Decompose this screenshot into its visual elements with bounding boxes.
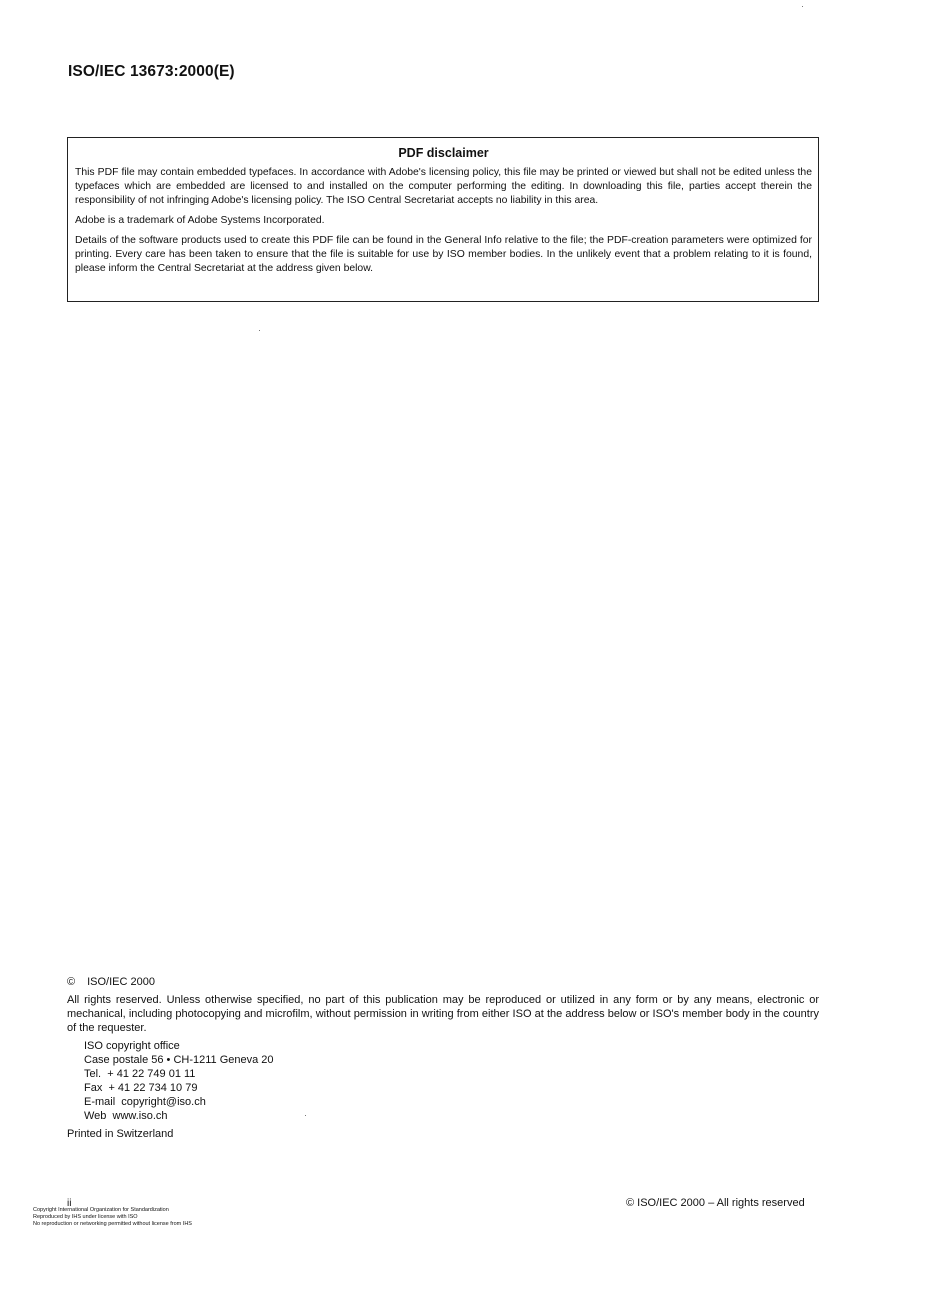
- ihs-license-notice: [33, 1207, 192, 1228]
- rights-statement: All rights reserved. Unless otherwise specified, no part of this publication may be reproduced or utilized in any form or by any means, electronic or mechanical, including photocopying and microfilm, without permission in writing from either ISO at the address below or ISO's member body in the country of the requester.: [67, 994, 819, 1034]
- disclaimer-paragraph-trademark: Adobe is a trademark of Adobe Systems Incorporated.: [75, 215, 325, 226]
- ihs-notice-line-reproduced: Reproduced by IHS under license with ISO: [33, 1214, 138, 1220]
- disclaimer-paragraph-typefaces: This PDF file may contain embedded typefaces. In accordance with Adobe's licensing policy, this file may be printed or viewed but shall not be edited unless the typefaces which are embedded are licensed to and installed on the computer performing the editing. In downloading this file, parties accept therein the responsibility of not infringing Adobe's licensing policy. The ISO Central Secretariat accepts no liability in this area.: [75, 167, 812, 206]
- disclaimer-title: PDF disclaimer: [398, 146, 489, 160]
- address-line-web: Web www.iso.ch: [84, 1110, 168, 1122]
- address-line-email: E-mail copyright@iso.ch: [84, 1096, 206, 1108]
- copyright-block: [67, 975, 819, 1141]
- address-line-postal: Case postale 56 • CH-1211 Geneva 20: [84, 1054, 274, 1066]
- scan-speck: [305, 1115, 306, 1116]
- copyright-holder: ISO/IEC 2000: [87, 976, 155, 988]
- copyright-office-address: [84, 1039, 819, 1123]
- document-id-header: ISO/IEC 13673:2000(E): [68, 63, 235, 80]
- footer-rights: © ISO/IEC 2000 – All rights reserved: [626, 1197, 805, 1209]
- address-line-fax: Fax + 41 22 734 10 79: [84, 1082, 198, 1094]
- scan-speck: [259, 330, 260, 331]
- printed-location: Printed in Switzerland: [67, 1128, 174, 1140]
- ihs-notice-line-networking: No reproduction or networking permitted without license from IHS: [33, 1221, 192, 1227]
- copyright-line: [67, 975, 819, 989]
- copyright-symbol: ©: [67, 976, 76, 988]
- disclaimer-paragraph-software: Details of the software products used to create this PDF file can be found in the General Info relative to the file; the PDF-creation parameters were optimized for printing. Every care has been taken to ensure that the file is suitable for use by ISO member bodies. In the unlikely event that a problem relating to it is found, please inform the Central Secretariat at the address given below.: [75, 235, 812, 274]
- address-line-phone: Tel. + 41 22 749 01 11: [84, 1068, 196, 1080]
- pdf-disclaimer-box: [67, 137, 819, 302]
- scan-speck: [802, 6, 803, 7]
- address-line-office: ISO copyright office: [84, 1040, 180, 1052]
- page-number: ii: [67, 1198, 72, 1209]
- ihs-notice-line-copyright: Copyright International Organization for Standardization: [33, 1207, 169, 1213]
